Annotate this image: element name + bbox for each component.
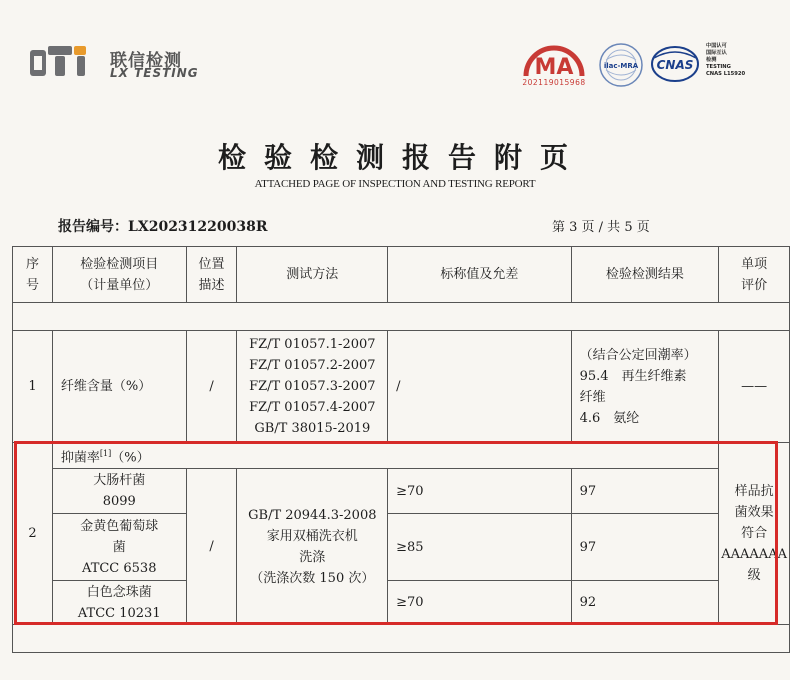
table-trailing-row (13, 625, 790, 653)
cnas-text: CNAS (656, 58, 694, 72)
row2a-result: 97 (571, 469, 719, 514)
page-subtitle: ATTACHED PAGE OF INSPECTION AND TESTING REPORT (254, 178, 536, 190)
row2b-standard: ≥85 (388, 514, 571, 581)
row2-evaluation: 样品抗 菌效果 符合 AAAAAAA 级 (719, 443, 790, 625)
report-number: 报告编号：LX20231220038R (58, 219, 268, 235)
header-seq: 序 号 (13, 247, 53, 303)
header-result: 检验检测结果 (571, 247, 719, 303)
row1-item: 纤维含量（%） (52, 331, 186, 443)
cnas-caption: 中国认可 国际互认 检测 TESTING CNAS L15920 (706, 43, 746, 77)
trailing-cell (13, 625, 790, 653)
row2-methods: GB/T 20944.3-2008 家用双桶洗衣机 洗涤 （洗涤次数 150 次） (237, 469, 388, 625)
header-item: 检验检测项目 （计量单位） (52, 247, 186, 303)
row2c-result: 92 (571, 581, 719, 625)
table-row-1 (13, 331, 790, 443)
lx-testing-logo (30, 44, 210, 84)
header-method: 测试方法 (237, 247, 388, 303)
row2b-name: 金黄色葡萄球 菌 ATCC 6538 (52, 514, 186, 581)
table-row-2-group (13, 443, 790, 469)
cnas-logo-icon (650, 44, 700, 84)
row2-position: / (186, 469, 237, 625)
table-row-2c (13, 581, 790, 625)
row2c-name: 白色念珠菌 ATCC 10231 (52, 581, 186, 625)
row2a-name: 大肠杆菌 8099 (52, 469, 186, 514)
ma-text: MA (534, 55, 574, 80)
page-number: 第 3 页 / 共 5 页 (552, 220, 650, 235)
row1-results: （结合公定回潮率） 95.4 再生纤维素 纤维 4.6 氨纶 (571, 331, 719, 443)
lx-logo-mark-icon (30, 44, 102, 78)
row1-standard: / (388, 331, 571, 443)
logo-cn-text: 联信检测 (110, 51, 182, 71)
row2-group-label: 抑菌率[1]（%） (52, 443, 718, 469)
header-evaluation: 单项 评价 (719, 247, 790, 303)
header-standard: 标称值及允差 (388, 247, 571, 303)
ma-number: 202119015968 (522, 78, 586, 87)
row1-evaluation: —— (719, 331, 790, 443)
table-header-row (13, 247, 790, 303)
table-row-2a (13, 469, 790, 514)
row2-seq: 2 (13, 443, 53, 625)
spacer-cell (13, 303, 790, 331)
ilac-mra-logo-icon (598, 42, 644, 88)
row1-seq: 1 (13, 331, 53, 443)
logo-en-text: LX TESTING (110, 66, 199, 80)
row2b-result: 97 (571, 514, 719, 581)
row1-position: / (186, 331, 237, 443)
row2c-standard: ≥70 (388, 581, 571, 625)
page-title: 检验检测报告附页 (217, 141, 586, 174)
row2a-standard: ≥70 (388, 469, 571, 514)
row1-methods: FZ/T 01057.1-2007 FZ/T 01057.2-2007 FZ/T 01057.3-2007 FZ/T 01057.4-2007 GB/T 38015-2019 (237, 331, 388, 443)
ilac-text: ilac-MRA (603, 62, 639, 70)
header-position: 位置 描述 (186, 247, 237, 303)
inspection-table (12, 246, 790, 653)
table-row-2b (13, 514, 790, 581)
spacer-row (13, 303, 790, 331)
